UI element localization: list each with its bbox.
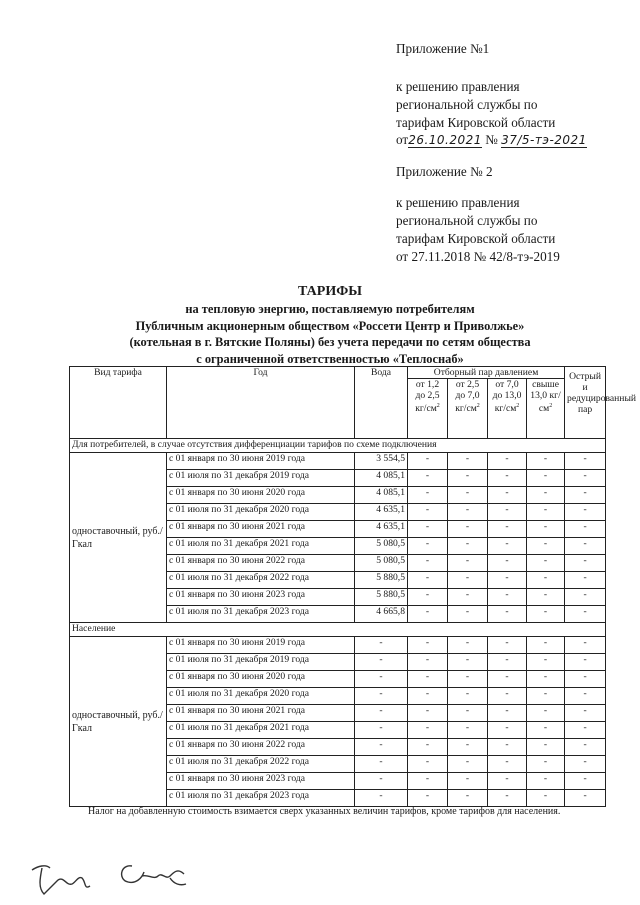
steam-3-cell: - (488, 654, 527, 671)
steam-1-cell: - (408, 688, 448, 705)
steam-1-cell: - (408, 705, 448, 722)
water-cell: - (355, 773, 408, 790)
period-cell: с 01 января по 30 июня 2019 года (167, 637, 355, 654)
sharp-steam-cell: - (565, 487, 606, 504)
steam-1-cell: - (408, 470, 448, 487)
steam-3-cell: - (488, 773, 527, 790)
sharp-steam-cell: - (565, 572, 606, 589)
water-cell: 4 665,8 (355, 606, 408, 623)
steam-3-cell: - (488, 722, 527, 739)
tariffs-heading (60, 283, 600, 367)
appendix1-ref-sep: № (485, 132, 498, 147)
steam-1-cell: - (408, 589, 448, 606)
appendix1-line-3: тарифам Кировской области (396, 115, 556, 130)
header-p3: от 7,0 до 13,0 $кг/см^2$ (488, 379, 527, 439)
steam-2-cell: - (448, 504, 488, 521)
steam-3-cell: - (488, 572, 527, 589)
steam-1-cell: - (408, 739, 448, 756)
steam-4-cell: - (527, 555, 565, 572)
period-cell: с 01 июля по 31 декабря 2023 года (167, 790, 355, 807)
appendix1-ref (396, 131, 587, 149)
steam-4-cell: - (527, 705, 565, 722)
steam-4-cell: - (527, 790, 565, 807)
header-p1: от 1,2 до 2,5 $кг/см^2$ (408, 379, 448, 439)
period-cell: с 01 января по 30 июня 2021 года (167, 521, 355, 538)
steam-2-cell: - (448, 589, 488, 606)
steam-3-cell: - (488, 453, 527, 470)
sharp-steam-cell: - (565, 705, 606, 722)
header-p2: от 2,5 до 7,0 $кг/см^2$ (448, 379, 488, 439)
sharp-steam-cell: - (565, 722, 606, 739)
water-cell: - (355, 756, 408, 773)
steam-2-cell: - (448, 705, 488, 722)
steam-1-cell: - (408, 790, 448, 807)
heading-line-4: с ограниченной ответственностью «Теплоснаб» (196, 351, 464, 366)
period-cell: с 01 июля по 31 декабря 2021 года (167, 722, 355, 739)
sharp-steam-cell: - (565, 606, 606, 623)
steam-2-cell: - (448, 688, 488, 705)
steam-2-cell: - (448, 722, 488, 739)
period-cell: с 01 июля по 31 декабря 2020 года (167, 688, 355, 705)
steam-2-cell: - (448, 637, 488, 654)
sharp-steam-cell: - (565, 739, 606, 756)
steam-4-cell: - (527, 453, 565, 470)
header-voda: Вода (355, 367, 408, 439)
steam-1-cell: - (408, 722, 448, 739)
water-cell: - (355, 637, 408, 654)
steam-3-cell: - (488, 504, 527, 521)
water-cell: 4 635,1 (355, 504, 408, 521)
period-cell: с 01 июля по 31 декабря 2020 года (167, 504, 355, 521)
water-cell: - (355, 705, 408, 722)
sharp-steam-cell: - (565, 470, 606, 487)
steam-4-cell: - (527, 739, 565, 756)
sharp-steam-cell: - (565, 538, 606, 555)
sharp-steam-cell: - (565, 589, 606, 606)
steam-3-cell: - (488, 487, 527, 504)
header-sharp: Острый и редуцированный пар (565, 367, 606, 439)
steam-1-cell: - (408, 453, 448, 470)
section2-body (70, 637, 606, 807)
heading-line-2: Публичным акционерным обществом «Россети Центр и Приволжье» (135, 318, 525, 333)
steam-1-cell: - (408, 654, 448, 671)
period-cell: с 01 января по 30 июня 2020 года (167, 671, 355, 688)
header-steam: Отборный пар давлением (408, 367, 565, 379)
signature-icon (24, 850, 204, 902)
steam-2-cell: - (448, 654, 488, 671)
steam-3-cell: - (488, 790, 527, 807)
steam-3-cell: - (488, 470, 527, 487)
header-vid: Вид тарифа (70, 367, 167, 439)
steam-3-cell: - (488, 637, 527, 654)
appendix1-title: Приложение №1 (396, 41, 490, 56)
steam-4-cell: - (527, 538, 565, 555)
steam-2-cell: - (448, 671, 488, 688)
table-row (70, 453, 606, 470)
period-cell: с 01 января по 30 июня 2023 года (167, 589, 355, 606)
steam-4-cell: - (527, 606, 565, 623)
period-cell: с 01 января по 30 июня 2022 года (167, 739, 355, 756)
steam-1-cell: - (408, 538, 448, 555)
water-cell: - (355, 722, 408, 739)
tariff-type: одноставочный, руб./Гкал (70, 637, 167, 807)
sharp-steam-cell: - (565, 790, 606, 807)
sharp-steam-cell: - (565, 654, 606, 671)
steam-1-cell: - (408, 671, 448, 688)
steam-2-cell: - (448, 487, 488, 504)
steam-1-cell: - (408, 606, 448, 623)
steam-3-cell: - (488, 671, 527, 688)
steam-4-cell: - (527, 671, 565, 688)
heading-line-3: (котельная в г. Вятские Поляны) без учета передачи по сетям общества (129, 335, 531, 349)
steam-4-cell: - (527, 654, 565, 671)
appendix2-line-1: к решению правления (396, 195, 520, 210)
sharp-steam-cell: - (565, 773, 606, 790)
steam-1-cell: - (408, 756, 448, 773)
steam-2-cell: - (448, 773, 488, 790)
appendix1-ref-prefix: от (396, 132, 409, 147)
tariff-type: одноставочный, руб./Гкал (70, 453, 167, 623)
water-cell: 4 085,1 (355, 470, 408, 487)
water-cell: - (355, 671, 408, 688)
period-cell: с 01 января по 30 июня 2023 года (167, 773, 355, 790)
steam-1-cell: - (408, 504, 448, 521)
steam-2-cell: - (448, 521, 488, 538)
water-cell: 3 554,5 (355, 453, 408, 470)
heading-line-1: на тепловую энергию, поставляемую потребителям (185, 302, 475, 316)
period-cell: с 01 июля по 31 декабря 2021 года (167, 538, 355, 555)
steam-4-cell: - (527, 773, 565, 790)
water-cell: - (355, 654, 408, 671)
period-cell: с 01 июля по 31 декабря 2022 года (167, 572, 355, 589)
tariffs-table (69, 366, 637, 807)
steam-4-cell: - (527, 589, 565, 606)
steam-3-cell: - (488, 688, 527, 705)
section-title: Население (70, 623, 606, 637)
steam-4-cell: - (527, 504, 565, 521)
steam-4-cell: - (527, 470, 565, 487)
period-cell: с 01 января по 30 июня 2020 года (167, 487, 355, 504)
steam-1-cell: - (408, 487, 448, 504)
sharp-steam-cell: - (565, 453, 606, 470)
steam-4-cell: - (527, 722, 565, 739)
water-cell: 5 080,5 (355, 555, 408, 572)
steam-1-cell: - (408, 521, 448, 538)
steam-4-cell: - (527, 637, 565, 654)
header-p4: свыше 13,0 $кг/см^2$ (527, 379, 565, 439)
sharp-steam-cell: - (565, 555, 606, 572)
steam-3-cell: - (488, 589, 527, 606)
vat-note: Налог на добавленную стоимость взимается сверх указанных величин тарифов, кроме тарифов для населения. (88, 806, 561, 817)
steam-3-cell: - (488, 606, 527, 623)
period-cell: с 01 января по 30 июня 2022 года (167, 555, 355, 572)
steam-2-cell: - (448, 555, 488, 572)
water-cell: 4 085,1 (355, 487, 408, 504)
period-cell: с 01 января по 30 июня 2019 года (167, 453, 355, 470)
appendix2-line-4: от 27.11.2018 № 42/8-тэ-2019 (396, 249, 560, 264)
steam-2-cell: - (448, 470, 488, 487)
sharp-steam-cell: - (565, 688, 606, 705)
water-cell: - (355, 739, 408, 756)
water-cell: 4 635,1 (355, 521, 408, 538)
section1-body (70, 453, 606, 623)
steam-2-cell: - (448, 739, 488, 756)
appendix2-title: Приложение № 2 (396, 164, 493, 179)
steam-4-cell: - (527, 521, 565, 538)
steam-2-cell: - (448, 756, 488, 773)
steam-3-cell: - (488, 538, 527, 555)
steam-1-cell: - (408, 773, 448, 790)
period-cell: с 01 июля по 31 декабря 2023 года (167, 606, 355, 623)
steam-2-cell: - (448, 538, 488, 555)
sharp-steam-cell: - (565, 756, 606, 773)
water-cell: 5 880,5 (355, 572, 408, 589)
steam-2-cell: - (448, 790, 488, 807)
steam-4-cell: - (527, 688, 565, 705)
steam-2-cell: - (448, 572, 488, 589)
sharp-steam-cell: - (565, 521, 606, 538)
sharp-steam-cell: - (565, 671, 606, 688)
sharp-steam-cell: - (565, 504, 606, 521)
steam-1-cell: - (408, 572, 448, 589)
steam-1-cell: - (408, 637, 448, 654)
appendix1-ref-number: 37/5-тэ-2021 (501, 133, 587, 147)
appendix1-ref-date: 26.10.2021 (408, 133, 482, 147)
water-cell: 5 080,5 (355, 538, 408, 555)
steam-3-cell: - (488, 705, 527, 722)
steam-1-cell: - (408, 555, 448, 572)
section-title: Для потребителей, в случае отсутствия дифференциации тарифов по схеме подключения (70, 439, 606, 453)
table-row (70, 637, 606, 654)
header-god: Год (167, 367, 355, 439)
period-cell: с 01 июля по 31 декабря 2019 года (167, 470, 355, 487)
period-cell: с 01 июля по 31 декабря 2019 года (167, 654, 355, 671)
steam-2-cell: - (448, 453, 488, 470)
water-cell: - (355, 688, 408, 705)
period-cell: с 01 июля по 31 декабря 2022 года (167, 756, 355, 773)
steam-3-cell: - (488, 739, 527, 756)
steam-4-cell: - (527, 756, 565, 773)
appendix2-line-2: региональной службы по (396, 213, 538, 228)
water-cell: - (355, 790, 408, 807)
heading-main: ТАРИФЫ (298, 284, 362, 299)
water-cell: 5 880,5 (355, 589, 408, 606)
steam-3-cell: - (488, 756, 527, 773)
steam-3-cell: - (488, 521, 527, 538)
appendix1-line-1: к решению правления (396, 79, 520, 94)
steam-2-cell: - (448, 606, 488, 623)
steam-3-cell: - (488, 555, 527, 572)
steam-4-cell: - (527, 572, 565, 589)
steam-4-cell: - (527, 487, 565, 504)
appendix2-line-3: тарифам Кировской области (396, 231, 556, 246)
sharp-steam-cell: - (565, 637, 606, 654)
appendix1-line-2: региональной службы по (396, 97, 538, 112)
period-cell: с 01 января по 30 июня 2021 года (167, 705, 355, 722)
